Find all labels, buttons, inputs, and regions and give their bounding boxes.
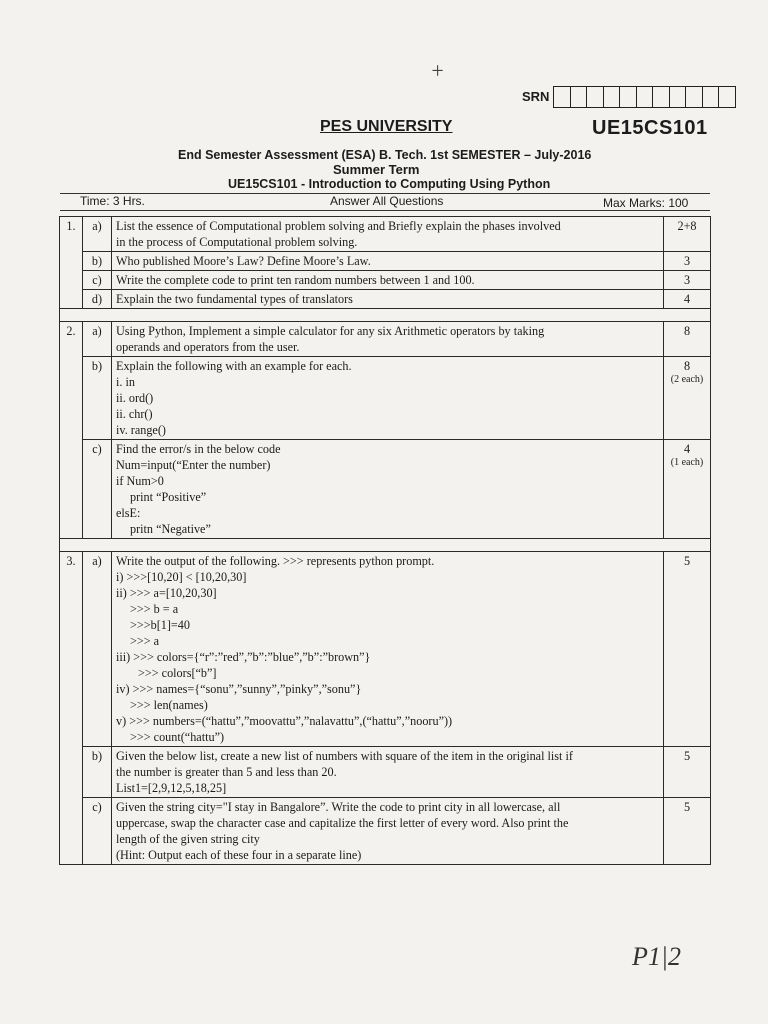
sub-label: a) bbox=[83, 217, 112, 252]
exam-time: Time: 3 Hrs. bbox=[80, 194, 145, 208]
question-row bbox=[60, 271, 711, 290]
question-number: 2. bbox=[60, 322, 83, 539]
marks: 8 (2 each) bbox=[664, 357, 711, 440]
question-text: Explain the two fundamental types of translators bbox=[112, 290, 664, 309]
sub-label: b) bbox=[83, 252, 112, 271]
question-table bbox=[59, 216, 711, 865]
question-row bbox=[60, 322, 711, 357]
question-row bbox=[60, 252, 711, 271]
sub-label: a) bbox=[83, 322, 112, 357]
marks: 3 bbox=[664, 252, 711, 271]
sub-label: c) bbox=[83, 440, 112, 539]
marks: 4 bbox=[664, 290, 711, 309]
marks: 2+8 bbox=[664, 217, 711, 252]
sub-label: d) bbox=[83, 290, 112, 309]
question-text: Who published Moore’s Law? Define Moore’s Law. bbox=[112, 252, 664, 271]
page-number-handwritten: P1|2 bbox=[632, 942, 682, 971]
question-text: Explain the following with an example for each. i. in ii. ord() ii. chr() iv. range() bbox=[112, 357, 664, 440]
question-row bbox=[60, 290, 711, 309]
marks: 8 bbox=[664, 322, 711, 357]
question-row bbox=[60, 798, 711, 865]
course-title: UE15CS101 - Introduction to Computing Using Python bbox=[228, 177, 551, 191]
question-number: 3. bbox=[60, 552, 83, 865]
srn-label: SRN bbox=[522, 89, 550, 104]
marks: 4 (1 each) bbox=[664, 440, 711, 539]
question-row bbox=[60, 357, 711, 440]
sub-label: a) bbox=[83, 552, 112, 747]
marks: 5 bbox=[664, 798, 711, 865]
marks: 5 bbox=[664, 552, 711, 747]
question-row bbox=[60, 552, 711, 747]
question-text: Given the below list, create a new list of numbers with square of the item in the original list if the number is greater than 5 and less than 20. List1=[2,9,12,5,18,25] bbox=[112, 747, 664, 798]
question-row bbox=[60, 747, 711, 798]
question-text: Write the complete code to print ten random numbers between 1 and 100. bbox=[112, 271, 664, 290]
question-text: Write the output of the following. >>> represents python prompt. i) >>>[10,20] < [10,20,30] ii) >>> a=[10,20,30] >>> b = a >>>b[1]=40 >>> a iii) >>> colors={“r”:”red”,”b”:”blue”,”b”:”brown”} >>> colors[“b”] iv) >>> names={“sonu”,”sunny”,”pinky”,”sonu”} >>> len(names) v) >>> numbers=(“hattu”,”moovattu”,”nalavattu”,(“hattu”,”nooru”)) >>> count(“hattu”) bbox=[112, 552, 664, 747]
question-text: Given the string city="I stay in Bangalore”. Write the code to print city in all lowercase, all uppercase, swap the character case and capitalize the first letter of every word. Also print the length of the given string city (Hint: Output each of these four in a separate line) bbox=[112, 798, 664, 865]
university-name: PES UNIVERSITY bbox=[320, 118, 453, 135]
marks: 5 bbox=[664, 747, 711, 798]
question-text: Using Python, Implement a simple calculator for any six Arithmetic operators by taking operands and operators from the user. bbox=[112, 322, 664, 357]
question-text: Find the error/s in the below code Num=input(“Enter the number) if Num>0 print “Positive” elsE: pritn “Negative” bbox=[112, 440, 664, 539]
sub-label: c) bbox=[83, 271, 112, 290]
question-row bbox=[60, 440, 711, 539]
course-code: UE15CS101 bbox=[592, 117, 708, 139]
max-marks: Max Marks: 100 bbox=[603, 196, 689, 210]
term: Summer Term bbox=[333, 162, 420, 177]
sub-label: b) bbox=[83, 747, 112, 798]
srn-input-boxes[interactable] bbox=[553, 86, 736, 108]
divider bbox=[60, 210, 710, 211]
question-row bbox=[60, 217, 711, 252]
handwritten-mark: + bbox=[430, 58, 445, 83]
sub-label: c) bbox=[83, 798, 112, 865]
sub-label: b) bbox=[83, 357, 112, 440]
marks: 3 bbox=[664, 271, 711, 290]
question-number: 1. bbox=[60, 217, 83, 309]
question-text: List the essence of Computational problem solving and Briefly explain the phases involved in the process of Computational problem solving. bbox=[112, 217, 664, 252]
exam-title: End Semester Assessment (ESA) B. Tech. 1st SEMESTER – July-2016 bbox=[178, 148, 592, 162]
instructions: Answer All Questions bbox=[330, 194, 444, 208]
